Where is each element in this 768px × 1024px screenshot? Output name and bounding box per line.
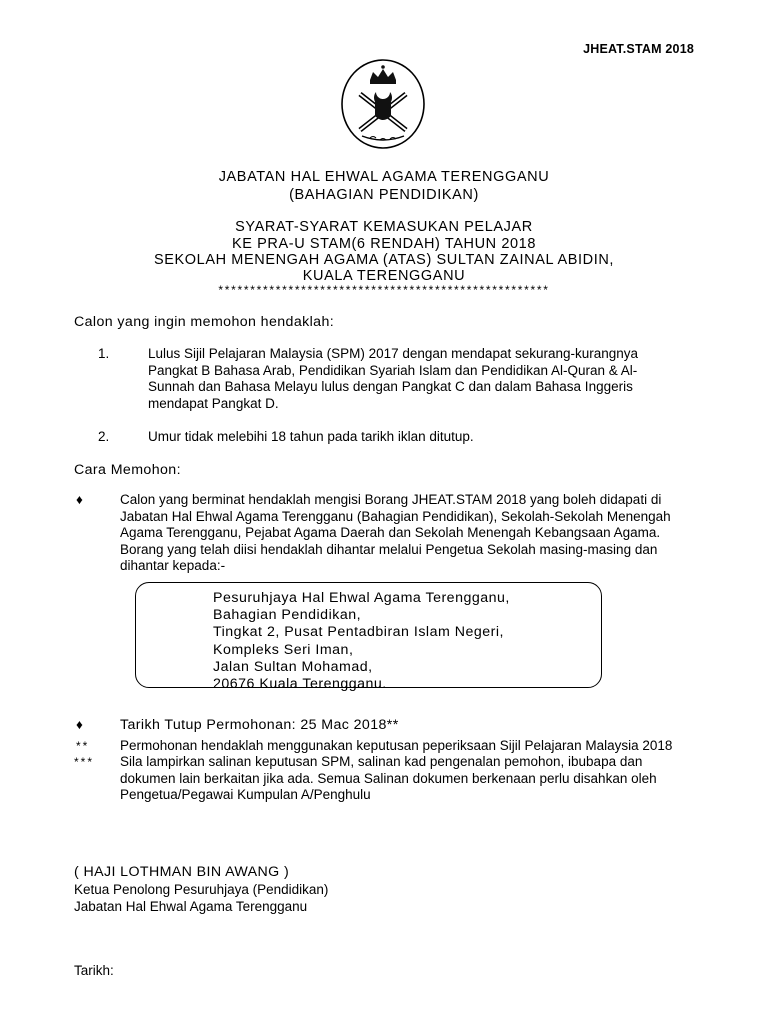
department-division: (BAHAGIAN PENDIDIKAN)	[289, 187, 479, 203]
document-title-line-4: KUALA TERENGGANU	[302, 268, 466, 284]
document-reference-code: JHEAT.STAM 2018	[583, 42, 694, 56]
method-line: Agama Terengganu, Pejabat Agama Daerah dan Sekolah Menengah Kebangsaan Agama.	[120, 525, 661, 540]
diamond-bullet-icon: ♦	[76, 717, 83, 732]
note-text: Permohonan hendaklah menggunakan keputusan peperiksaan Sijil Pelajaran Malaysia 2018	[120, 738, 673, 753]
document-title-line-1: SYARAT-SYARAT KEMASUKAN PELAJAR	[235, 219, 533, 235]
note-line: Sila lampirkan salinan keputusan SPM, salinan kad pengenalan pemohon, ibubapa dan	[120, 754, 643, 769]
signatory-position: Ketua Penolong Pesuruhjaya (Pendidikan)	[74, 882, 329, 897]
method-line: Calon yang berminat hendaklah mengisi Borang JHEAT.STAM 2018 yang boleh didapati di	[120, 492, 662, 507]
address-line: Pesuruhjaya Hal Ehwal Agama Terengganu,	[213, 590, 510, 606]
address-line: Kompleks Seri Iman,	[213, 641, 354, 658]
requirement-line: Umur tidak melebihi 18 tahun pada tarikh iklan ditutup.	[148, 429, 474, 444]
requirement-line: Lulus Sijil Pelajaran Malaysia (SPM) 2017 dengan mendapat sekurang-kurangnya	[148, 346, 639, 361]
closing-date: Tarikh Tutup Permohonan: 25 Mac 2018**	[120, 717, 399, 733]
separator-stars: ****************************************************	[218, 283, 550, 297]
signatory-name: ( HAJI LOTHMAN BIN AWANG )	[74, 864, 290, 880]
requirement-number: 2.	[98, 429, 110, 444]
note-line: dokumen lain berkaitan jika ada. Semua Salinan dokumen berkenaan perlu disahkan oleh	[120, 770, 657, 786]
note-mark: ***	[74, 755, 95, 769]
method-paragraph	[120, 492, 694, 575]
document-title-line-3: SEKOLAH MENENGAH AGAMA (ATAS) SULTAN ZAINAL ABIDIN,	[153, 252, 615, 268]
requirement-item	[148, 429, 694, 446]
date-label: Tarikh:	[74, 963, 114, 978]
requirement-line: mendapat Pangkat D.	[148, 395, 279, 411]
method-heading: Cara Memohon:	[74, 462, 181, 478]
address-line: Tingkat 2, Pusat Pentadbiran Islam Negeri,	[213, 624, 504, 641]
address-line: Bahagian Pendidikan,	[213, 607, 362, 624]
method-line: Jabatan Hal Ehwal Agama Terengganu (Bahagian Pendidikan), Sekolah-Sekolah Menengah	[120, 508, 671, 524]
note-mark: **	[76, 739, 90, 753]
method-line: Borang yang telah diisi hendaklah dihantar melalui Pengetua Sekolah masing-masing dan	[120, 541, 658, 557]
requirement-number: 1.	[98, 346, 110, 361]
requirement-line: Sunnah dan Bahasa Melayu lulus dengan Pangkat C dan dalam Bahasa Inggeris	[148, 379, 633, 394]
requirement-item	[148, 346, 694, 412]
address-line: Jalan Sultan Mohamad,	[213, 658, 373, 675]
document-title-line-2: KE PRA-U STAM(6 RENDAH) TAHUN 2018	[231, 236, 536, 252]
department-name: JABATAN HAL EHWAL AGAMA TERENGGANU	[218, 169, 550, 185]
requirement-line: Pangkat B Bahasa Arab, Pendidikan Syariah Islam dan Pendidikan Al-Quran & Al-	[148, 362, 638, 378]
signatory-department: Jabatan Hal Ehwal Agama Terengganu	[74, 899, 308, 914]
terengganu-state-crest-icon	[340, 58, 426, 150]
mailing-address	[213, 590, 510, 693]
method-line: dihantar kepada:-	[120, 558, 226, 573]
intro-text: Calon yang ingin memohon hendaklah:	[74, 314, 335, 330]
diamond-bullet-icon: ♦	[76, 492, 83, 507]
address-line: 20676 Kuala Terengganu.	[213, 676, 387, 693]
note-line: Pengetua/Pegawai Kumpulan A/Penghulu	[120, 787, 371, 802]
note-text	[120, 754, 694, 804]
